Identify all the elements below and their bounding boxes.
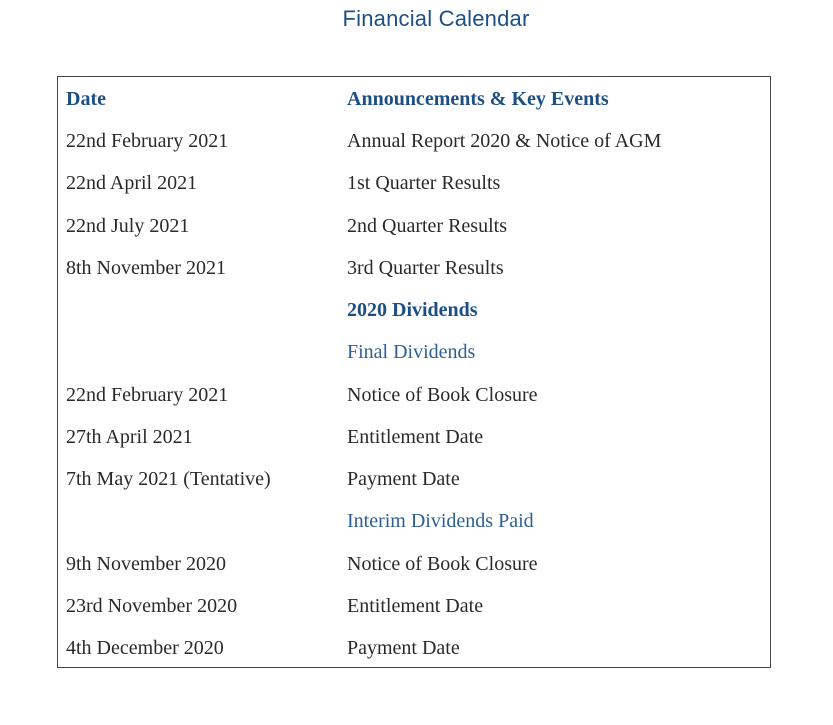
subsection-heading-row: [58, 337, 770, 367]
row-event: Entitlement Date: [347, 426, 484, 448]
date-column-header: Date: [66, 88, 106, 110]
row-date: 22nd February 2021: [66, 384, 229, 406]
final-dividends-heading: Final Dividends: [347, 341, 476, 363]
table-row: [58, 591, 770, 621]
row-date: 9th November 2020: [66, 553, 226, 575]
row-event: Entitlement Date: [347, 595, 484, 617]
table-row: [58, 422, 770, 452]
subsection-heading-row: [58, 506, 770, 536]
row-date: 27th April 2021: [66, 426, 193, 448]
table-row: [58, 168, 770, 198]
row-date: 8th November 2021: [66, 257, 226, 279]
row-date: 7th May 2021 (Tentative): [66, 468, 271, 490]
row-event: Payment Date: [347, 468, 460, 490]
row-date: 22nd July 2021: [66, 215, 190, 237]
dividends-section-heading: 2020 Dividends: [347, 299, 478, 321]
events-column-header: Announcements & Key Events: [347, 88, 609, 110]
row-event: Annual Report 2020 & Notice of AGM: [347, 130, 662, 152]
interim-dividends-heading: Interim Dividends Paid: [347, 510, 534, 532]
row-event: Payment Date: [347, 637, 460, 659]
row-date: 22nd April 2021: [66, 172, 198, 194]
table-row: [58, 380, 770, 410]
table-row: [58, 633, 770, 663]
row-date: 22nd February 2021: [66, 130, 229, 152]
page-title: Financial Calendar: [342, 6, 530, 31]
row-event: Notice of Book Closure: [347, 384, 538, 406]
row-event: 3rd Quarter Results: [347, 257, 504, 279]
table-row: [58, 464, 770, 494]
table-row: [58, 253, 770, 283]
table-row: [58, 126, 770, 156]
row-event: Notice of Book Closure: [347, 553, 538, 575]
table-row: [58, 211, 770, 241]
row-event: 2nd Quarter Results: [347, 215, 507, 237]
table-row: [58, 549, 770, 579]
row-date: 23rd November 2020: [66, 595, 238, 617]
section-heading-row: [58, 295, 770, 325]
financial-calendar-table: [57, 76, 771, 668]
row-event: 1st Quarter Results: [347, 172, 501, 194]
row-date: 4th December 2020: [66, 637, 224, 659]
table-header-row: [58, 84, 770, 114]
